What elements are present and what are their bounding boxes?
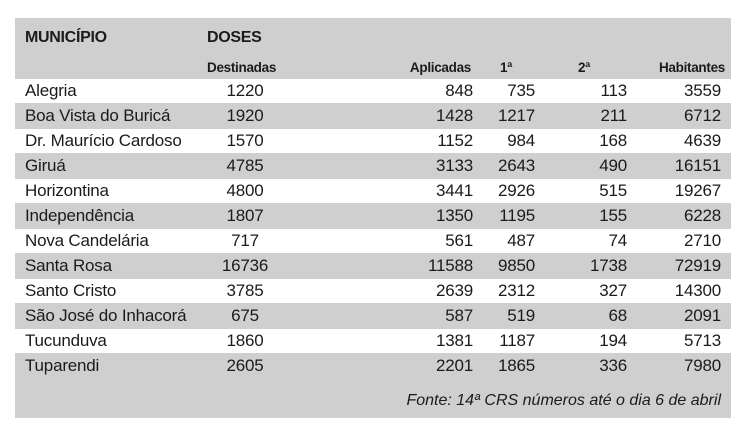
table-row xyxy=(15,204,731,228)
cell-municipio: Nova Candelária xyxy=(25,231,149,250)
cell-municipio: Santa Rosa xyxy=(25,256,112,275)
cell-habitantes: 2710 xyxy=(683,231,721,250)
cell-habitantes: 5713 xyxy=(683,331,721,350)
cell-aplicadas: 3441 xyxy=(435,181,473,200)
cell-dose2: 1738 xyxy=(589,256,627,275)
cell-dose1: 1187 xyxy=(499,331,535,350)
cell-dose2: 113 xyxy=(600,81,627,100)
cell-habitantes: 16151 xyxy=(674,156,721,175)
header-doses: DOSES xyxy=(207,29,262,46)
cell-dose1: 735 xyxy=(507,81,535,100)
table-row xyxy=(15,129,731,153)
table-row xyxy=(15,79,731,103)
cell-municipio: Tucunduva xyxy=(25,331,107,350)
header-row-main xyxy=(15,20,731,56)
cell-habitantes: 72919 xyxy=(674,256,721,275)
header-row-sub xyxy=(15,56,731,78)
header-dose2: 2ª xyxy=(578,59,590,75)
cell-dose2: 68 xyxy=(608,306,627,325)
cell-dose1: 2643 xyxy=(497,156,535,175)
table-row xyxy=(15,229,731,253)
cell-dose1: 2926 xyxy=(497,181,535,200)
cell-municipio: Dr. Maurício Cardoso xyxy=(25,131,182,150)
table-row xyxy=(15,179,731,203)
cell-aplicadas: 1152 xyxy=(437,131,473,150)
cell-municipio: São José do Inhacorá xyxy=(25,306,187,325)
cell-dose2: 515 xyxy=(599,181,627,200)
header-aplicadas: Aplicadas xyxy=(409,59,471,75)
table-row xyxy=(15,354,731,378)
cell-destinadas: 4785 xyxy=(226,156,264,175)
cell-aplicadas: 1428 xyxy=(435,106,473,125)
cell-aplicadas: 1381 xyxy=(435,331,473,350)
cell-destinadas: 2605 xyxy=(226,356,264,375)
cell-dose2: 194 xyxy=(599,331,627,350)
cell-habitantes: 19267 xyxy=(674,181,721,200)
cell-dose2: 155 xyxy=(599,206,627,225)
cell-dose2: 211 xyxy=(600,106,627,125)
cell-municipio: Boa Vista do Buricá xyxy=(25,106,171,125)
vaccine-table xyxy=(15,18,731,418)
cell-dose1: 1865 xyxy=(497,356,535,375)
cell-destinadas: 1570 xyxy=(226,131,264,150)
table-row xyxy=(15,279,731,303)
cell-destinadas: 1860 xyxy=(226,331,264,350)
cell-destinadas: 1807 xyxy=(226,206,264,225)
cell-municipio: Giruá xyxy=(25,156,66,175)
cell-aplicadas: 3133 xyxy=(435,156,473,175)
cell-aplicadas: 2201 xyxy=(435,356,473,375)
cell-dose2: 74 xyxy=(608,231,627,250)
cell-habitantes: 4639 xyxy=(683,131,721,150)
cell-dose2: 168 xyxy=(599,131,627,150)
cell-destinadas: 1220 xyxy=(226,81,264,100)
cell-municipio: Horizontina xyxy=(25,181,109,200)
cell-habitantes: 6712 xyxy=(683,106,721,125)
cell-municipio: Tuparendi xyxy=(25,356,100,375)
cell-destinadas: 675 xyxy=(231,306,259,325)
cell-aplicadas: 587 xyxy=(445,306,473,325)
table-row xyxy=(15,329,731,353)
cell-destinadas: 1920 xyxy=(226,106,264,125)
cell-habitantes: 7980 xyxy=(683,356,721,375)
cell-destinadas: 3785 xyxy=(226,281,264,300)
cell-aplicadas: 1350 xyxy=(435,206,473,225)
cell-dose1: 9850 xyxy=(497,256,535,275)
header-municipio: MUNICÍPIO xyxy=(25,29,107,46)
cell-habitantes: 6228 xyxy=(683,206,721,225)
cell-municipio: Independência xyxy=(25,206,134,225)
cell-destinadas: 717 xyxy=(231,231,259,250)
cell-destinadas: 4800 xyxy=(226,181,264,200)
header-habitantes: Habitantes xyxy=(658,59,725,75)
cell-dose1: 1195 xyxy=(499,206,535,225)
cell-municipio: Alegria xyxy=(25,81,77,100)
cell-dose2: 336 xyxy=(599,356,627,375)
cell-dose1: 1217 xyxy=(497,106,535,125)
cell-dose2: 327 xyxy=(599,281,627,300)
cell-aplicadas: 561 xyxy=(445,231,473,250)
cell-dose1: 487 xyxy=(507,231,535,250)
cell-aplicadas: 848 xyxy=(445,81,473,100)
source-note xyxy=(15,386,731,416)
cell-dose2: 490 xyxy=(599,156,627,175)
cell-aplicadas: 2639 xyxy=(435,281,473,300)
cell-destinadas: 16736 xyxy=(221,256,269,275)
header-dose1: 1ª xyxy=(500,59,512,75)
table-row xyxy=(15,254,731,278)
cell-dose1: 519 xyxy=(507,306,535,325)
cell-aplicadas: 11588 xyxy=(427,256,473,275)
cell-dose1: 2312 xyxy=(497,281,535,300)
cell-dose1: 984 xyxy=(507,131,535,150)
cell-municipio: Santo Cristo xyxy=(25,281,117,300)
footer-text: Fonte: 14ª CRS números até o dia 6 de abril xyxy=(406,392,721,409)
cell-habitantes: 2091 xyxy=(683,306,721,325)
table-row xyxy=(15,304,731,328)
cell-habitantes: 14300 xyxy=(674,281,721,300)
cell-habitantes: 3559 xyxy=(683,81,721,100)
header-destinadas: Destinadas xyxy=(207,59,277,75)
table-row xyxy=(15,154,731,178)
table-row xyxy=(15,104,731,128)
